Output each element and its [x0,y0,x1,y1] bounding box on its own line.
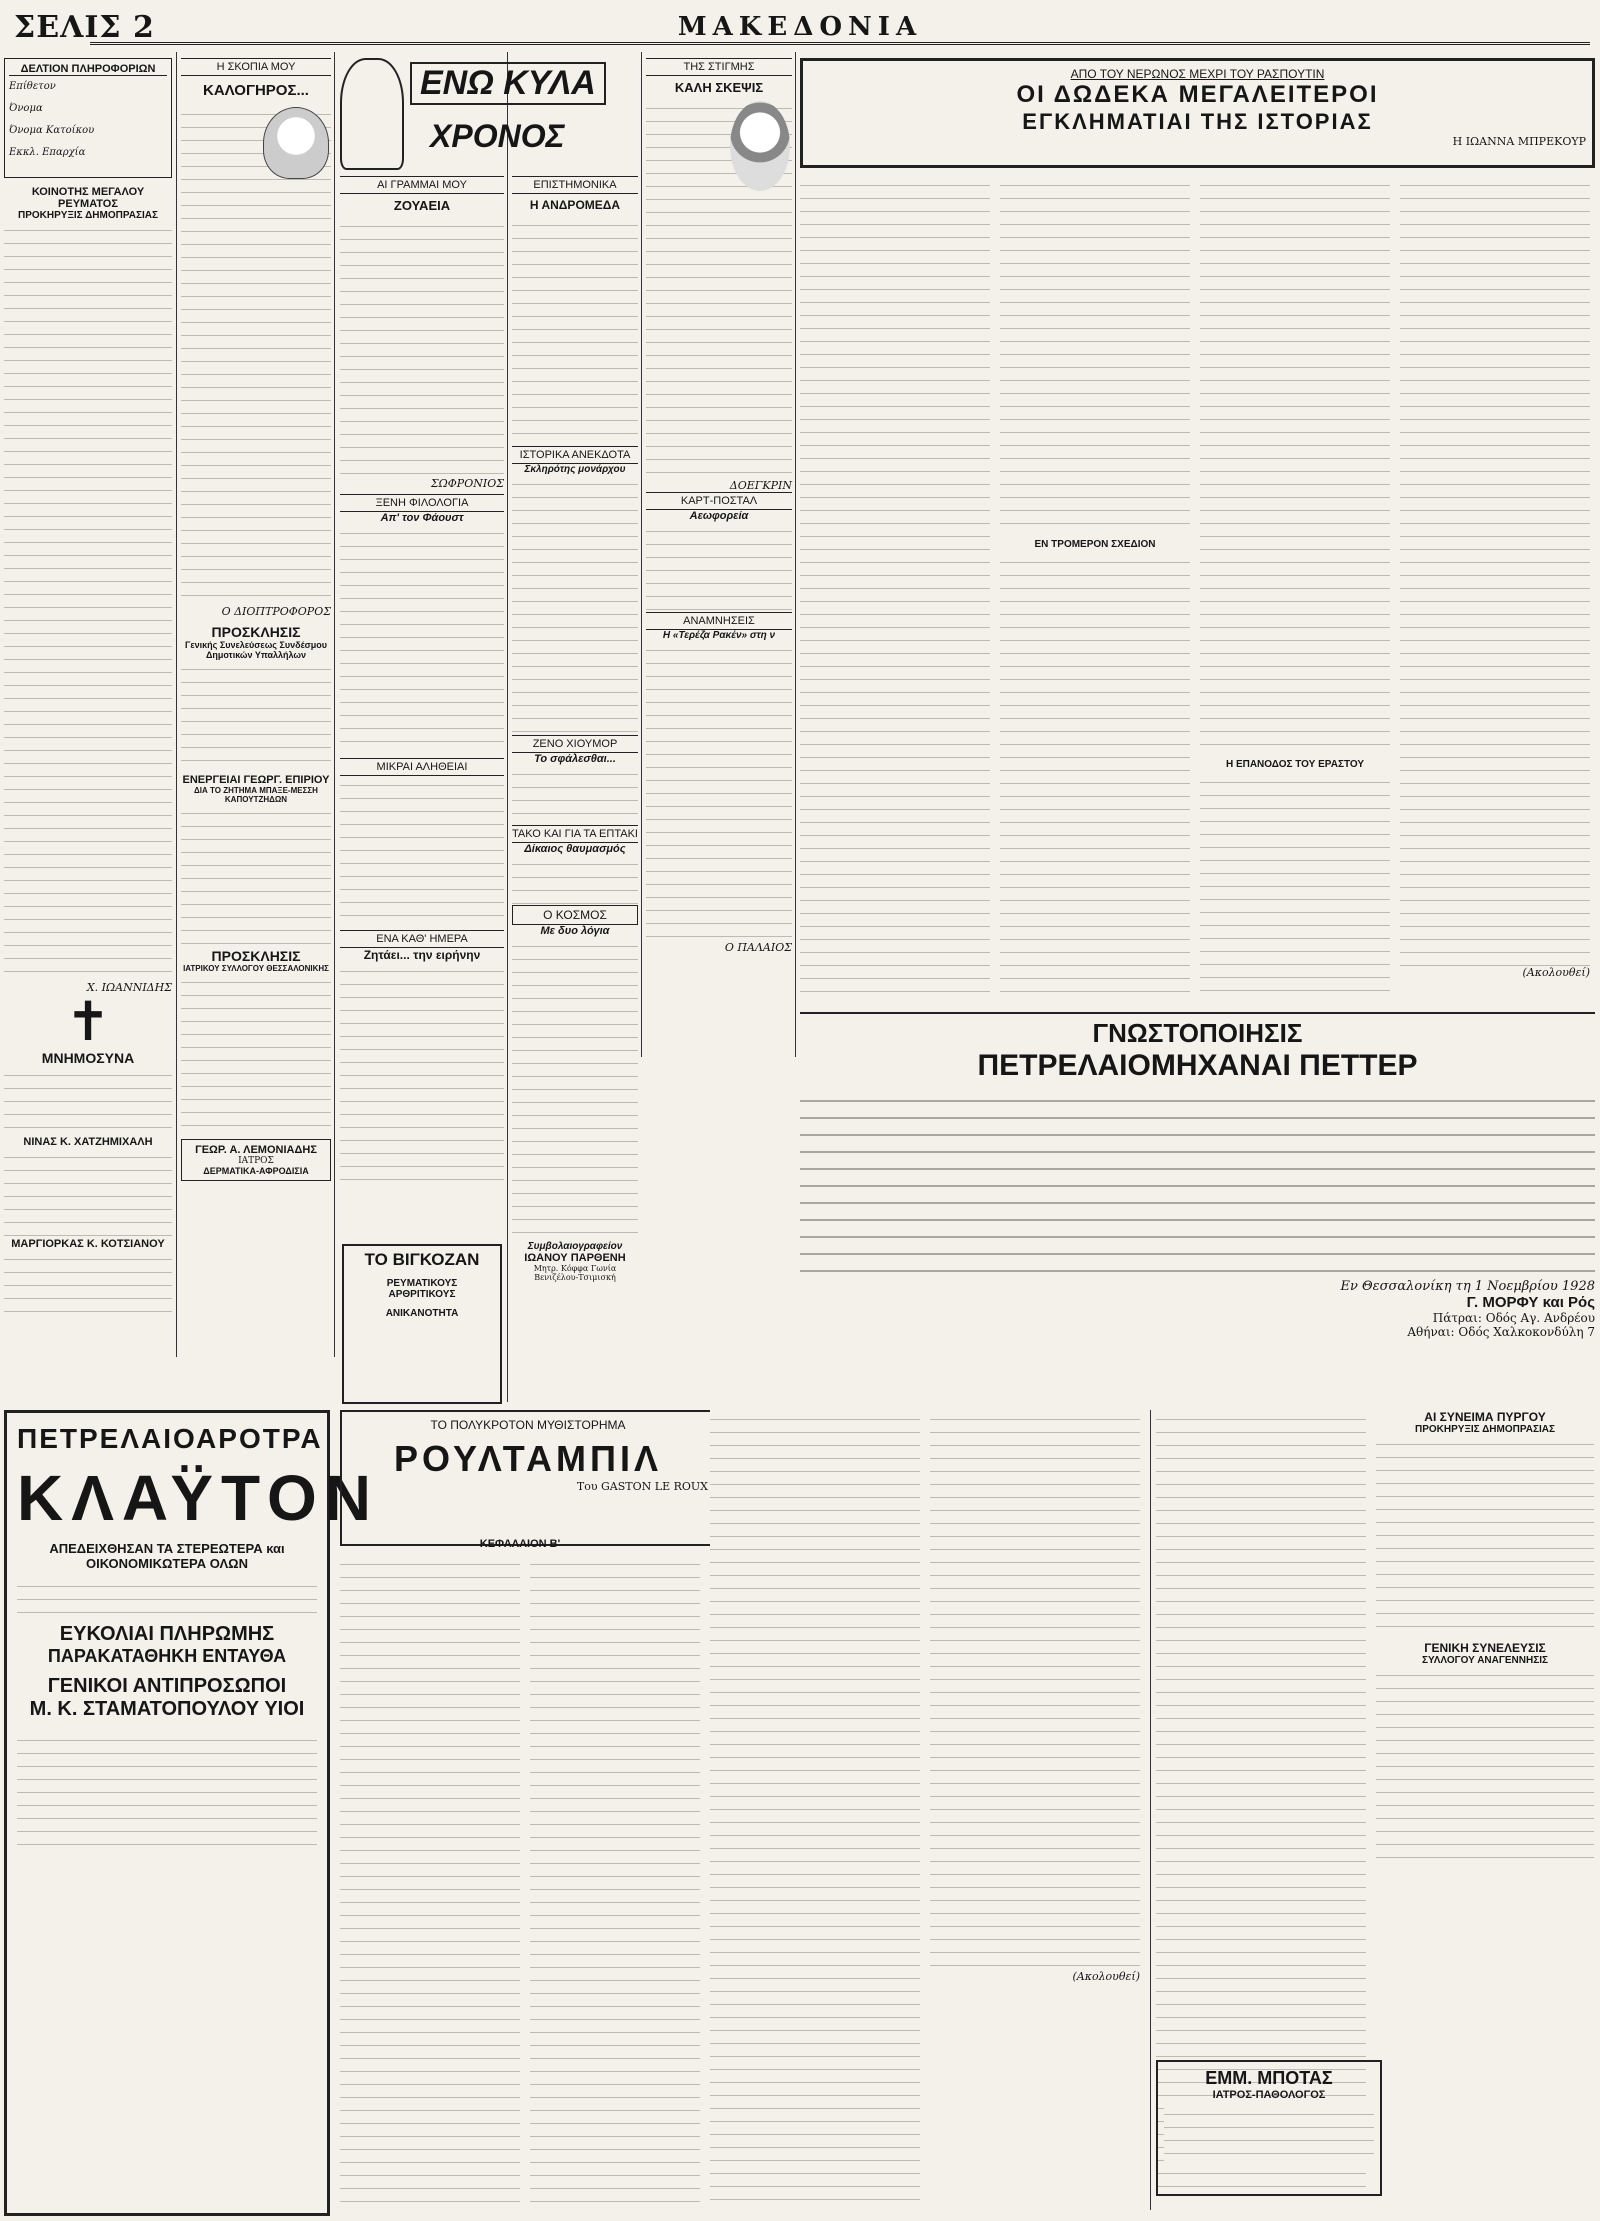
column-4 [512,176,638,1416]
poem-body [646,522,792,612]
info-coupon [4,58,172,178]
notice-subtitle: ΠΡΟΚΗΡΥΞΙΣ ΔΗΜΟΠΡΑΣΙΑΣ [1415,1424,1555,1435]
article-body [181,105,331,605]
column-2 [181,58,331,1358]
article-signature: Ο ΔΙΟΠΤΡΟΦΟΡΟΣ [221,605,331,618]
banner-line: ΑΠΟ ΤΟΥ ΝΕΡΩΝΟΣ ΜΕΧΡΙ ΤΟΥ ΡΑΣΠΟΥΤΙΝ [1070,67,1325,81]
article-title: Το σφάλεσθαι... [534,753,616,765]
article-body [340,962,504,1192]
article-subtitle: ΠΡΟΚΗΡΥΞΙΣ ΔΗΜΟΠΡΑΣΙΑΣ [18,210,158,221]
section-label: Η ΣΚΟΠΙΑ ΜΟΥ [181,58,331,76]
notice-body [181,660,331,770]
article-body [340,217,504,477]
article-body [340,524,504,754]
banner-line: ΕΓΚΛΗΜΑΤΙΑΙ ΤΗΣ ΙΣΤΟΡΙΑΣ [1022,109,1373,134]
banner-word: ΧΡΟΝΟΣ [430,118,565,154]
column-divider [507,52,508,1402]
doctor-role: ΙΑΤΡΟΣ [238,1156,274,1166]
serial-chapter: ΚΕΦΑΛΑΙΟΝ Β' [479,1538,561,1550]
section-label: ΜΙΚΡΑΙ ΑΛΗΘΕΙΑΙ [340,758,504,776]
notice-title: ΕΝΕΡΓΕΙΑΙ ΓΕΩΡΓ. ΕΠΙΡΙΟΥ [182,774,330,786]
ad-agents [17,1731,317,1851]
notice-title: ΠΡΟΣΚΛΗΣΙΣ [211,624,301,640]
notice-body [1376,1666,1594,1866]
section-label: ΑΝΑΜΝΗΣΕΙΣ [646,612,792,630]
coupon-line: Εκκλ. Επαρχία [9,147,86,158]
section-label: ΑΙ ΓΡΑΜΜΑΙ ΜΟΥ [340,176,504,194]
doctor-details [1164,2105,1374,2165]
section-label: ΤΑΚΟ ΚΑΙ ΓΙΑ ΤΑ ΕΠΤΑΚΙ [512,825,638,843]
notice-title: ΠΕΤΡΕΛΑΙΟΜΗΧΑΝΑΙ ΠΕΤΤΕΡ [977,1049,1418,1082]
column-divider [176,52,177,1357]
notice-subtitle: ΙΑΤΡΙΚΟΥ ΣΥΛΛΟΓΟΥ ΘΕΣΣΑΛΟΝΙΚΗΣ [183,964,329,973]
coupon-line: Όνομα Κατοίκου [9,125,95,136]
notice-subtitle: Γενικής Συνελεύσεως Συνδέσμου Δημοτικών Υπαλλήλων [184,640,328,660]
masthead: ΜΑΚΕΔΟΝΙΑ [677,12,923,42]
petter-notice [800,1018,1595,1403]
ad-line: ΑΝΙΚΑΝΟΤΗΤΑ [385,1308,459,1319]
feature-column [1400,176,1590,996]
article-title: Η ΑΝΔΡΟΜΕΔΑ [529,198,621,212]
notice-body [1376,1435,1594,1635]
ad-line: ΑΠΕΔΕΙΧΘΗΣΑΝ ΤΑ ΣΤΕΡΕΩΤΕΡΑ και [49,1541,285,1556]
article-title: ΚΑΛΗ ΣΚΕΨΙΣ [674,80,764,95]
feature-text [1200,773,1390,993]
article-title: ΚΑΛΟΓΗΡΟΣ... [203,82,309,99]
ad-line: ΑΡΘΡΙΤΙΚΟΥΣ [388,1289,456,1300]
article-body [512,937,638,1237]
section-right [1376,1410,1594,2216]
section-label: ΤΗΣ ΣΤΙΓΜΗΣ [646,58,792,76]
article-title: Αεωφορεία [689,510,749,522]
ad-line: ΓΕΝΙΚΟΙ ΑΝΤΙΠΡΟΣΩΠΟΙ [47,1675,287,1697]
lawyer-ad-title: Συμβολαιογραφείον [527,1241,623,1252]
section-label: ΖΕΝΟ ΧΙΟΥΜΟΡ [512,735,638,753]
ad-text [17,1577,317,1617]
article-signature: ΔΟΕΓΚΡΙΝ [729,479,792,492]
notice-address: Αθήναι: Οδός Χαλκοκονδύλη 7 [1407,1325,1595,1339]
article-title: Με δυο λόγια [540,925,610,937]
coupon-title: ΔΕΛΤΙΟΝ ΠΛΗΡΟΦΟΡΙΩΝ [9,63,167,76]
ad-line: ΡΕΥΜΑΤΙΚΟΥΣ [386,1278,458,1289]
ad-brand: ΚΛΑΫΤΟΝ [17,1462,379,1534]
continued-note: (Ακολουθεί) [1522,966,1590,979]
ad-line: ΠΑΡΑΚΑΤΑΘΗΚΗ ΕΝΤΑΥΘΑ [47,1646,287,1666]
serial-banner [340,1410,716,1546]
notice-title: ΓΝΩΣΤΟΠΟΙΗΣΙΣ [1092,1018,1303,1048]
feature-column [1200,176,1390,996]
feature-text [1000,176,1190,536]
serial-tagline: ΤΟ ΠΟΛΥΚΡΟΤΟΝ ΜΥΘΙΣΤΟΡΗΜΑ [430,1418,626,1432]
serial-column [530,1555,700,2210]
article-body [340,776,504,926]
notice-company: Γ. ΜΟΡΦΥ και Ρός [1466,1294,1595,1311]
article-signature: Χ. ΙΩΑΝΝΙΔΗΣ [86,981,172,994]
doctor-ad [181,1139,331,1181]
section-label: ΞΕΝΗ ΦΙΛΟΛΟΓΙΑ [340,494,504,512]
coupon-line: Όνομα [9,103,43,114]
caricature-drawing [263,107,329,179]
notice-address: Πάτραι: Οδός Αγ. Ανδρέου [1432,1311,1595,1325]
article-body [512,765,638,825]
column-divider [1150,1410,1151,2210]
feature-column [1000,176,1190,996]
article-body [646,641,792,941]
woman-portrait [730,101,790,191]
section-label: ΕΝΑ ΚΑΘ' ΗΜΕΡΑ [340,930,504,948]
column-divider [795,52,796,1057]
doctor-ad [1156,2060,1382,2196]
face-drawing [340,58,404,170]
memorial-name: ΝΙΝΑΣ Κ. ΧΑΤΖΗΜΙΧΑΛΗ [23,1136,153,1148]
column-5 [646,58,792,1058]
notice-date: Εν Θεσσαλονίκη τη 1 Νοεμβρίου 1928 [1340,1279,1595,1294]
ad-line: Μ. Κ. ΣΤΑΜΑΤΟΠΟΥΛΟΥ ΥΙΟΙ [29,1698,305,1720]
notice-body [181,973,331,1133]
header-rule [90,42,1590,45]
article-body [512,475,638,735]
column-bottom-right [1156,1410,1596,2216]
banner-author: Η ΙΩΑΝΝΑ ΜΠΡΕΚΟΥΡ [1452,135,1586,148]
article-title: ΖΟΥΑΕΙΑ [393,198,451,213]
article-body [4,221,172,981]
continued-note: (Ακολουθεί) [1072,1970,1140,1983]
feature-text [1400,176,1590,966]
coupon-lines [9,76,167,164]
notice-title: ΑΙ ΣΥΝΕΙΜΑ ΠΥΡΓΟΥ [1424,1410,1546,1424]
page-header [0,0,1600,52]
article-body [512,855,638,905]
lawyer-name: ΙΩΑΝΟΥ ΠΑΡΘΕΝΗ [524,1252,626,1264]
page-number: ΣΕΛΙΣ 2 [14,10,155,45]
article-signature: ΣΩΦΡΟΝΙΟΣ [430,477,504,490]
column-1 [4,58,172,1363]
column-divider [641,52,642,1057]
ad-title: ΤΟ ΒΙΓΚΟΖΑΝ [364,1250,480,1269]
section-label: ΙΣΤΟΡΙΚΑ ΑΝΕΚΔΟΤΑ [512,446,638,464]
serial-column [340,1555,520,2210]
time-banner [340,58,640,170]
article-title: Απ' τον Φάουστ [380,512,464,524]
banner-line: ΟΙ ΔΩΔΕΚΑ ΜΕΓΑΛΕΙΤΕΡΟΙ [1016,81,1379,108]
memorial-body [4,1250,172,1320]
notice-title: ΠΡΟΣΚΛΗΣΙΣ [211,948,301,964]
serial-column [930,1410,1140,2210]
banner-word: ΕΝΩ ΚΥΛΑ [410,62,606,105]
doctor-name: ΓΕΩΡ. Α. ΛΕΜΟΝΙΑΔΗΣ [195,1144,317,1156]
article-title: ΚΟΙΝΟΤΗΣ ΜΕΓΑΛΟΥ ΡΕΥΜΑΤΟΣ [31,186,145,210]
section-label: ΚΑΡΤ-ΠΟΣΤΑΛ [646,492,792,510]
vigozan-ad [342,1244,502,1404]
article-title: Ζητάει... την ειρήνην [363,948,481,962]
memorial-title: ΜΝΗΜΟΣΥΝΑ [41,1050,135,1066]
article-title: Η «Τερέζα Ρακέν» στη ν [662,630,776,641]
doctor-name: ΕΜΜ. ΜΠΟΤΑΣ [1205,2068,1333,2088]
serial-title: ΡΟΥΛΤΑΜΠΙΛ [393,1438,663,1479]
article-title: Σκληρότης μονάρχου [524,464,626,475]
article-title: Δίκαιος θαυμασμός [524,843,626,855]
ad-line: ΕΥΚΟΛΙΑΙ ΠΛΗΡΩΜΗΣ [59,1623,275,1645]
serial-novel [340,1410,1145,2216]
article-signature: Ο ΠΑΛΑΙΟΣ [724,941,792,954]
feature-subhead: ΕΝ ΤΡΟΜΕΡΟΝ ΣΧΕΔΙΟΝ [1034,539,1156,550]
doctor-specialty: ΔΕΡΜΑΤΙΚΑ-ΑΦΡΟΔΙΣΙΑ [203,1166,309,1176]
feature-subhead: Η ΕΠΑΝΟΔΟΣ ΤΟΥ ΕΡΑΣΤΟΥ [1225,759,1365,770]
feature-column [800,176,990,996]
notice-subtitle: ΔΙΑ ΤΟ ΖΗΤΗΜΑ ΜΠΑΞΕ-ΜΕΣΣΗ ΚΑΠΟΥΤΖΗΔΩΝ [194,786,318,804]
section-rule [800,1012,1595,1014]
column-3 [340,176,504,1236]
memorial-body [4,1148,172,1238]
notice-body [800,1089,1595,1279]
feature-body [800,176,1595,1006]
notice-title: ΓΕΝΙΚΗ ΣΥΝΕΛΕΥΣΙΣ [1424,1641,1546,1655]
notice-body [181,804,331,944]
memorial-name: ΜΑΡΓΙΟΡΚΑΣ Κ. ΚΟΤΣΙΑΝΟΥ [11,1238,165,1250]
feature-text [1000,553,1190,993]
serial-author: Του GASTON LE ROUX [576,1480,708,1493]
ad-title: ΠΕΤΡΕΛΑΙΟΑΡΟΤΡΑ [17,1423,323,1454]
serial-column [710,1410,920,2210]
column-divider [334,52,335,1357]
section-label: ΕΠΙΣΤΗΜΟΝΙΚΑ [512,176,638,194]
ad-line: ΟΙΚΟΝΟΜΙΚΩΤΕΡΑ ΟΛΩΝ [86,1556,248,1571]
tractor-ad [4,1410,379,2216]
coupon-line: Επίθετον [9,81,56,92]
cross-icon: ✝ [65,990,111,1053]
feature-text [1200,176,1390,756]
section-label: Ο ΚΟΣΜΟΣ [512,905,638,925]
memorial-body [4,1066,172,1136]
doctor-role: ΙΑΤΡΟΣ-ΠΑΘΟΛΟΓΟΣ [1212,2089,1326,2101]
notice-subtitle: ΣΥΛΛΟΓΟΥ ΑΝΑΓΕΝΝΗΣΙΣ [1422,1655,1548,1666]
lawyer-address: Μητρ. Κόφφα Γωνία Βενιζέλου-Τσιμισκή [533,1264,617,1282]
feature-banner [800,58,1595,168]
serial-text [930,1410,1140,1970]
article-body [512,216,638,446]
